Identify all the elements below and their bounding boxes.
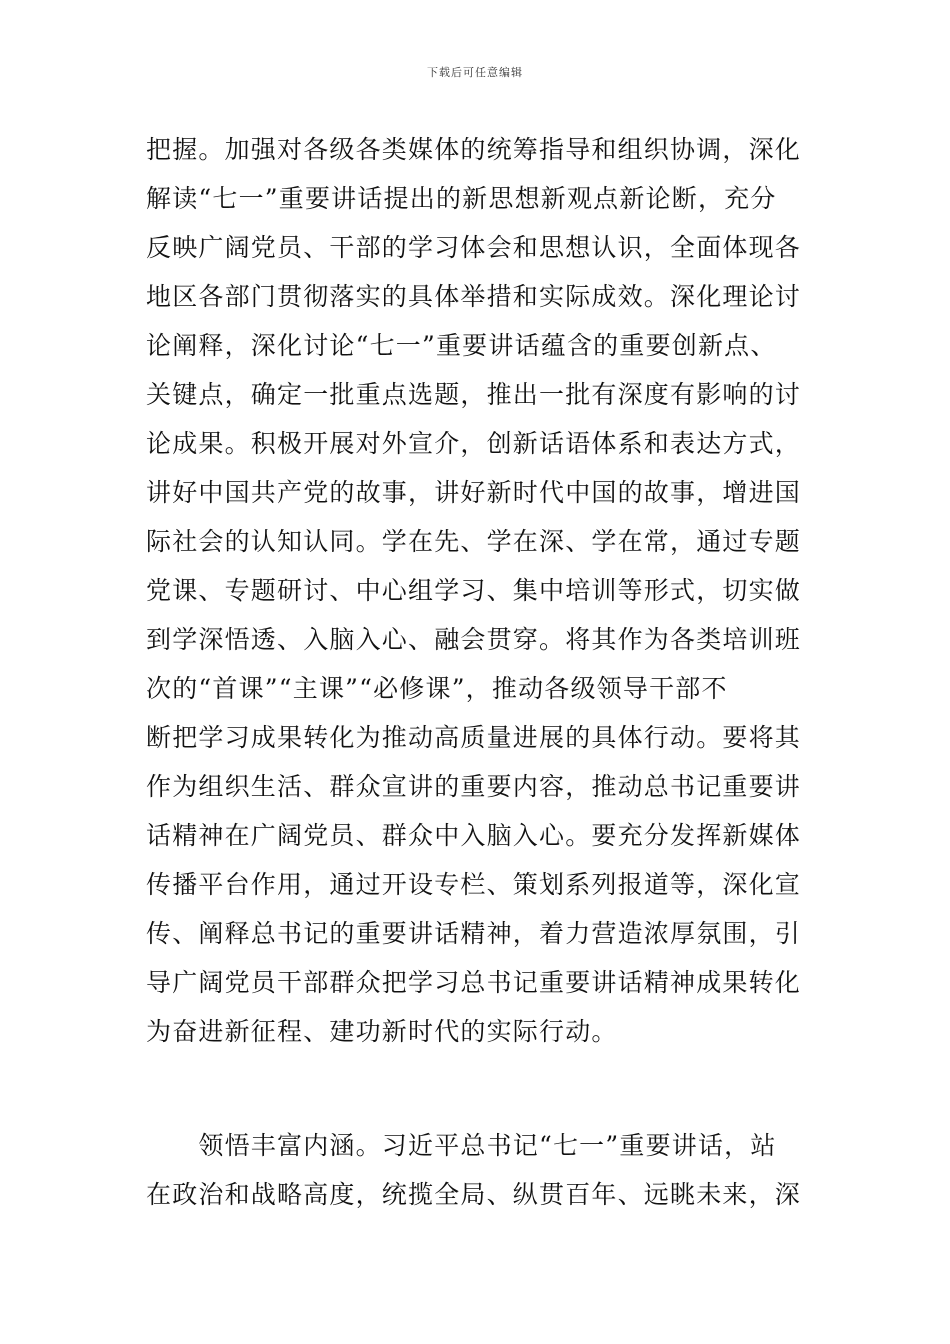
text-line: 领悟丰富内涵。习近平总书记“七一”重要讲话，站 <box>146 1131 777 1160</box>
text-line: 反映广阔党员、干部的学习体会和思想认识，全面体现各 <box>146 233 802 262</box>
text-line: 在政治和战略高度，统揽全局、纵贯百年、远眺未来，深 <box>146 1180 802 1209</box>
text-line: 讲好中国共产党的故事，讲好新时代中国的故事，增进国 <box>146 478 802 507</box>
body-paragraph-2 <box>146 1121 806 1219</box>
text-line: 话精神在广阔党员、群众中入脑入心。要充分发挥新媒体 <box>146 821 802 850</box>
text-line: 作为组织生活、群众宣讲的重要内容，推动总书记重要讲 <box>146 772 802 801</box>
text-line: 传播平台作用，通过开设专栏、策划系列报道等，深化宣 <box>146 870 802 899</box>
text-line: 论阐释，深化讨论“七一”重要讲话蕴含的重要创新点、 <box>146 331 777 360</box>
body-paragraph-1 <box>146 125 806 1056</box>
text-line: 导广阔党员干部群众把学习总书记重要讲话精神成果转化 <box>146 968 802 997</box>
page-header-note: 下载后可任意编辑 <box>427 66 523 79</box>
text-line: 次的“首课”“主课”“必修课”，推动各级领导干部不 <box>146 674 728 703</box>
text-line: 断把学习成果转化为推动高质量进展的具体行动。要将其 <box>146 723 802 752</box>
text-line: 到学深悟透、入脑入心、融会贯穿。将其作为各类培训班 <box>146 625 802 654</box>
text-line: 论成果。积极开展对外宣介，创新话语体系和表达方式， <box>146 429 802 458</box>
text-line: 关键点，确定一批重点选题，推出一批有深度有影响的讨 <box>146 380 802 409</box>
text-line: 党课、专题研讨、中心组学习、集中培训等形式，切实做 <box>146 576 802 605</box>
text-line: 解读“七一”重要讲话提出的新思想新观点新论断，充分 <box>146 184 777 213</box>
text-line: 把握。加强对各级各类媒体的统筹指导和组织协调，深化 <box>146 135 802 164</box>
text-line: 为奋进新征程、建功新时代的实际行动。 <box>146 1017 618 1046</box>
text-line: 地区各部门贯彻落实的具体举措和实际成效。深化理论讨 <box>146 282 802 311</box>
text-line: 际社会的认知认同。学在先、学在深、学在常，通过专题 <box>146 527 802 556</box>
text-line: 传、阐释总书记的重要讲话精神，着力营造浓厚氛围，引 <box>146 919 802 948</box>
